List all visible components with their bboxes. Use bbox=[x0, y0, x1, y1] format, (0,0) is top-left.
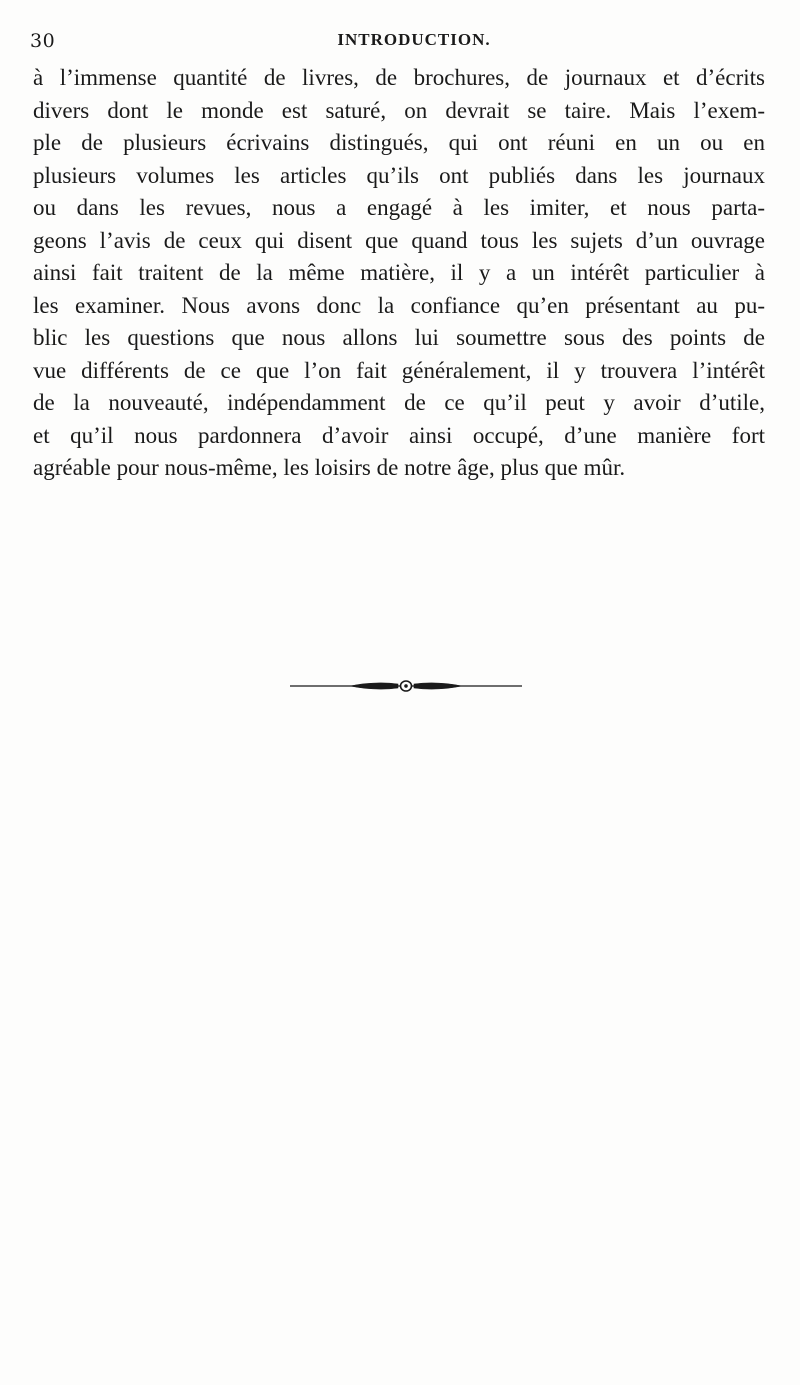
text-line: plusieurs volumes les articles qu’ils ont publiés dans les journaux bbox=[33, 162, 765, 188]
text-line: et qu’il nous pardonnera d’avoir ainsi occupé, d’une manière fort bbox=[33, 422, 765, 448]
running-title: INTRODUCTION. bbox=[337, 30, 491, 49]
text-line: ainsi fait traitent de la même matière, il y a un intérêt particulier à bbox=[33, 260, 765, 285]
body-paragraph bbox=[33, 62, 765, 485]
text-line: geons l’avis de ceux qui disent que quand tous les sujets d’un ouvrage bbox=[33, 227, 765, 253]
text-line: divers dont le monde est saturé, on devrait se taire. Mais l’exem- bbox=[33, 97, 765, 123]
text-line: de la nouveauté, indépendamment de ce qu’il peut y avoir d’utile, bbox=[33, 390, 765, 415]
text-line: ou dans les revues, nous a engagé à les imiter, et nous parta- bbox=[33, 195, 765, 220]
end-of-section-ornament-icon bbox=[290, 676, 522, 696]
text-line: à l’immense quantité de livres, de brochures, de journaux et d’écrits bbox=[33, 65, 765, 90]
text-line: les examiner. Nous avons donc la confiance qu’en présentant au pu- bbox=[33, 292, 765, 318]
text-line: blic les questions que nous allons lui soumettre sous des points de bbox=[33, 325, 765, 350]
running-head bbox=[30, 30, 770, 58]
text-line: vue différents de ce que l’on fait généralement, il y trouvera l’intérêt bbox=[33, 357, 765, 383]
text-line: ple de plusieurs écrivains distingués, qui ont réuni en un ou en bbox=[33, 130, 765, 155]
text-line: agréable pour nous-même, les loisirs de notre âge, plus que mûr. bbox=[33, 455, 626, 480]
page-number: 30 bbox=[30, 30, 56, 52]
